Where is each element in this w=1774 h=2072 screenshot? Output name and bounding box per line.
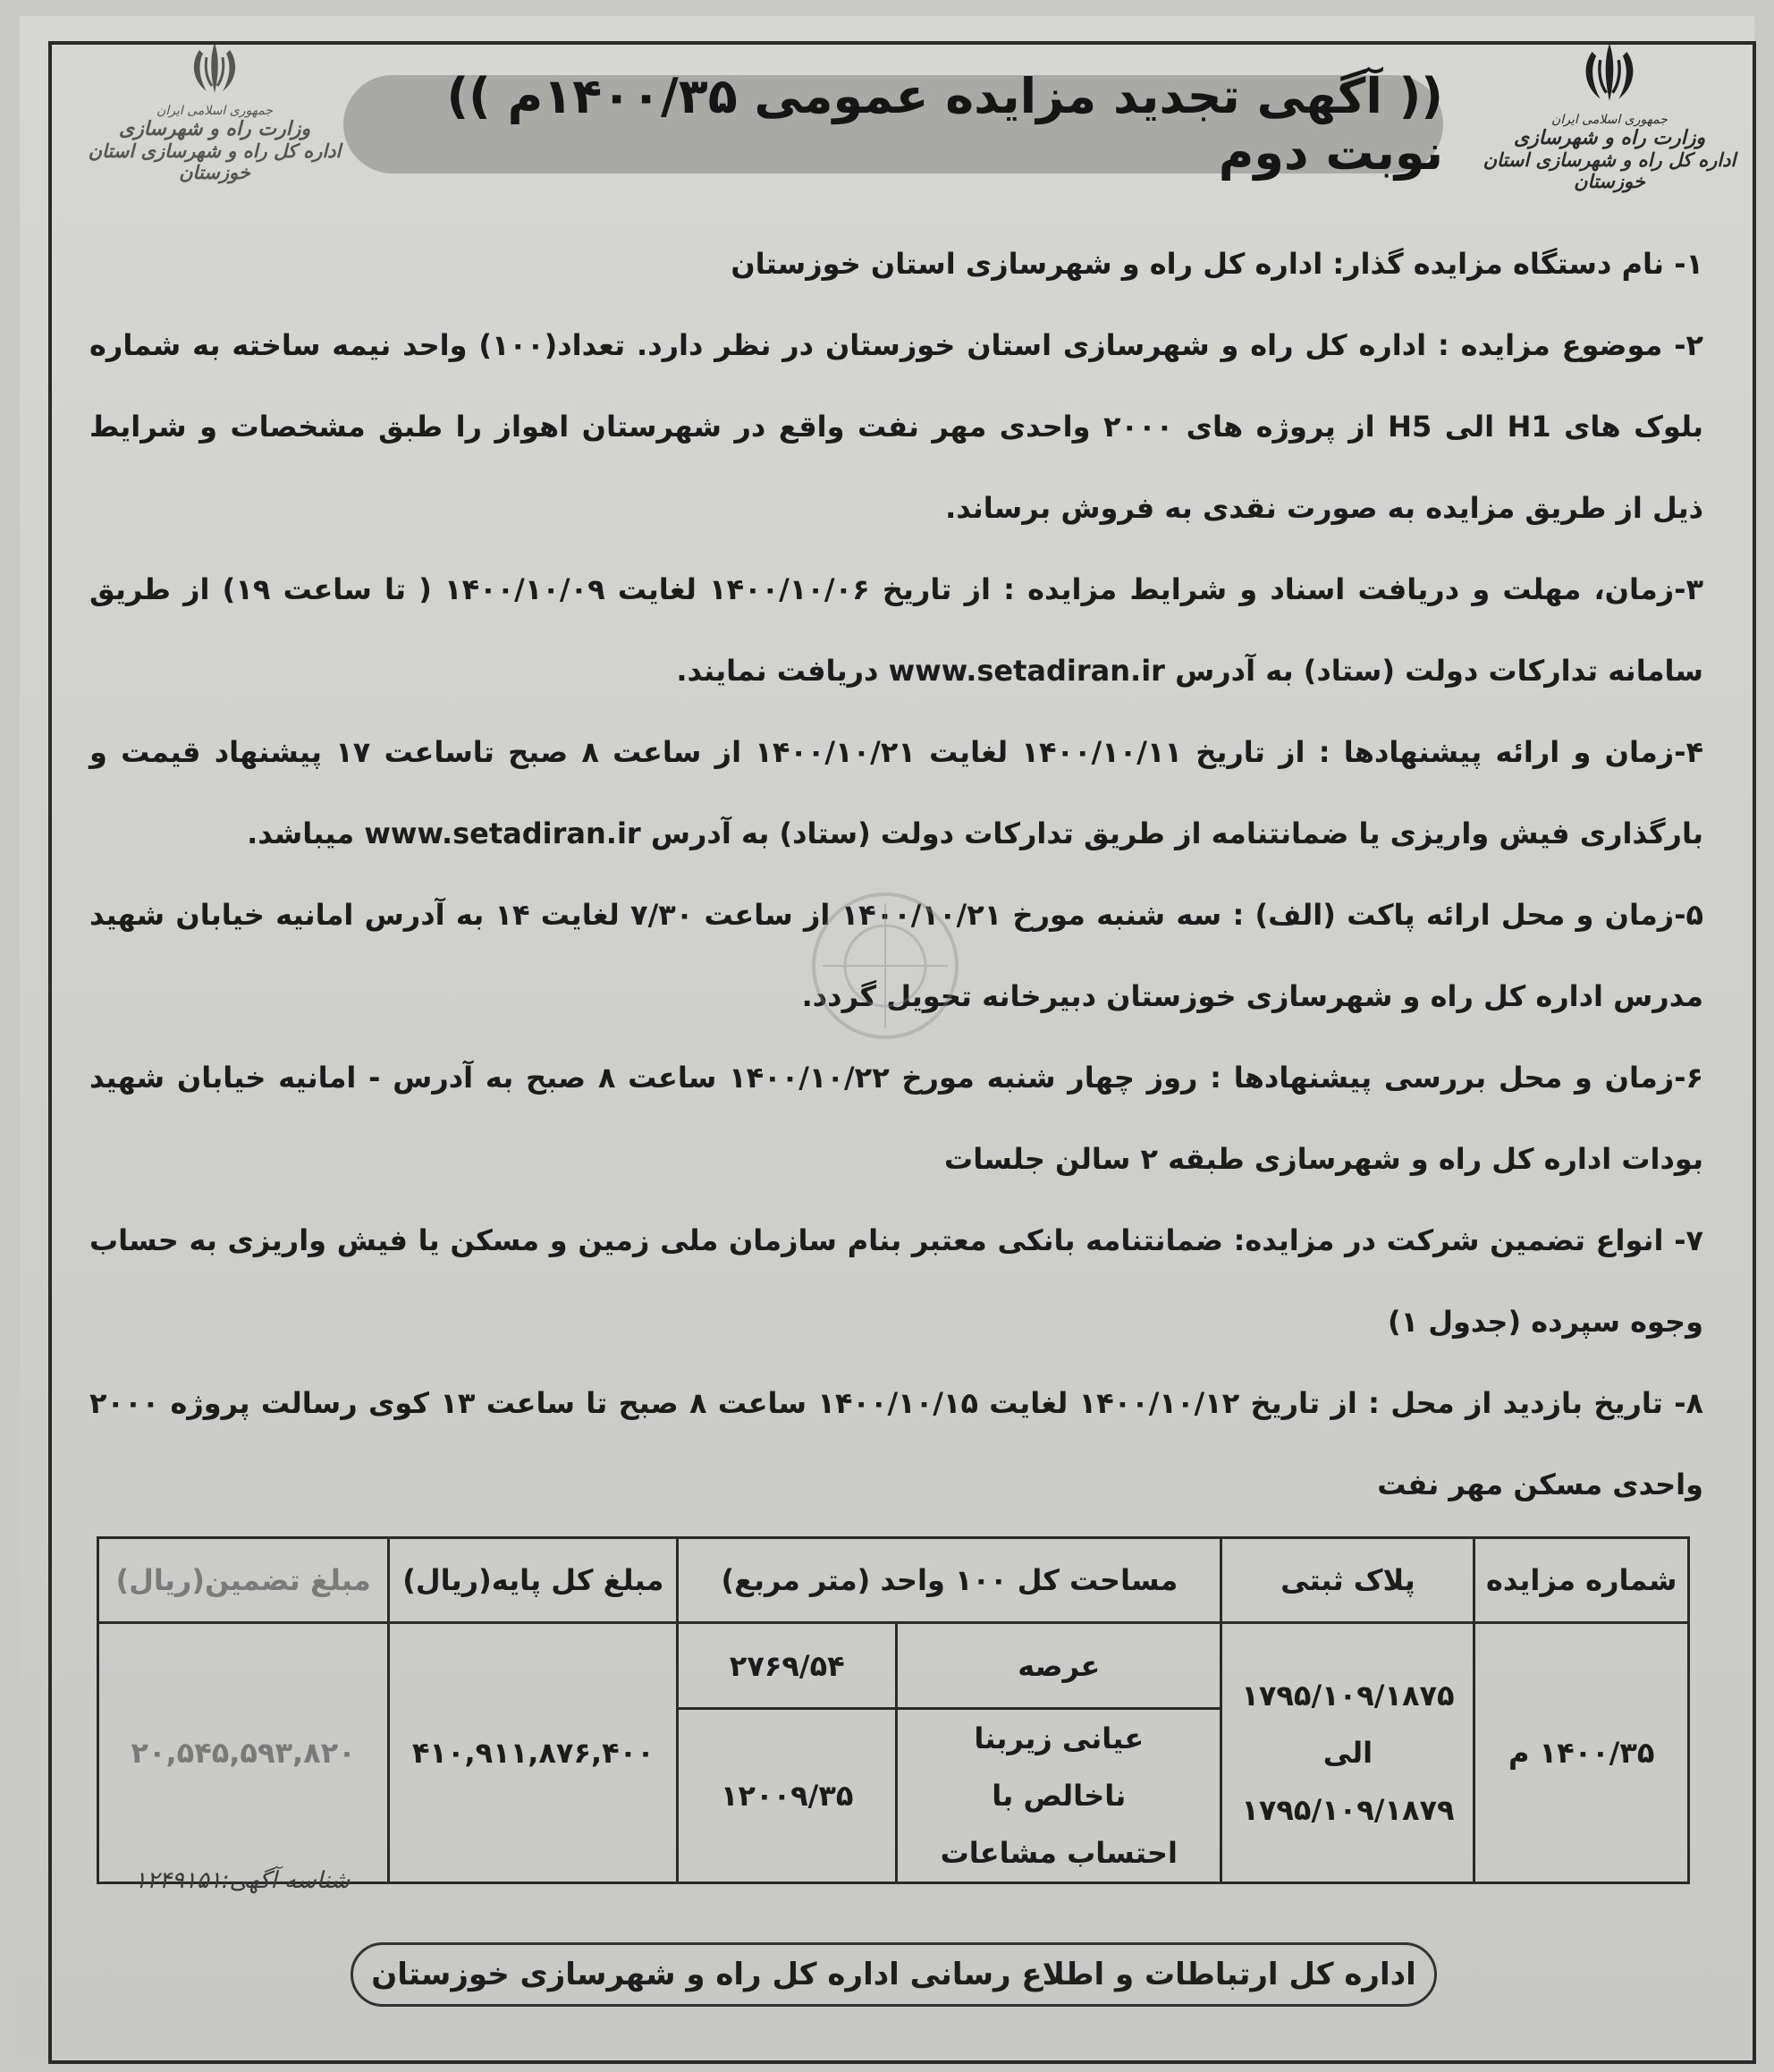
th-plate: پلاک ثبتی: [1221, 1538, 1474, 1623]
cell-ayani-value: ۱۲۰۰۹/۳۵: [678, 1709, 897, 1883]
cell-plate: [1221, 1623, 1474, 1883]
cell-base-price: ۴۱۰,۹۱۱,۸۷۶,۴۰۰: [389, 1623, 678, 1883]
logo-left-line3: اداره کل راه و شهرسازی استان خوزستان: [88, 140, 342, 183]
cell-arsa-value: ۲۷۶۹/۵۴: [678, 1623, 897, 1709]
logo-left-line1: جمهوری اسلامی ایران: [156, 104, 273, 118]
footer-banner: [351, 1942, 1437, 2007]
th-auction-no: شماره مزایده: [1474, 1538, 1689, 1623]
item-8: ۸- تاریخ بازدید از محل : از تاریخ ۱۴۰۰/۱۰/۱۲ لغایت ۱۴۰۰/۱۰/۱۵ ساعت ۸ صبح تا ساعت ۱۳ کوی رسالت پروژه ۲۰۰۰ واحدی مسکن مهر نفت: [89, 1386, 1704, 1501]
notice-body: [89, 224, 1703, 1526]
table-header-row: [98, 1538, 1689, 1623]
iran-emblem-icon: [1574, 38, 1645, 109]
cell-ayani-label: عیانی زیربنا ناخالص با احتساب مشاعات: [897, 1709, 1221, 1883]
logo-right-line3: اداره کل راه و شهرسازی استان خوزستان: [1483, 149, 1736, 192]
table-row: [98, 1623, 1689, 1709]
item-3: ۳-زمان، مهلت و دریافت اسناد و شرایط مزایده : از تاریخ ۱۴۰۰/۱۰/۰۶ لغایت ۱۴۰۰/۱۰/۰۹ ( تا ساعت ۱۹) از طریق سامانه تدارکات دولت (ستاد) به آدرس www.setadiran.ir دریافت نمایند.: [89, 572, 1704, 688]
cell-guarantee: ۲۰,۵۴۵,۵۹۳,۸۲۰: [98, 1623, 389, 1883]
item-2: ۲- موضوع مزایده : اداره کل راه و شهرسازی استان خوزستان در نظر دارد. تعداد(۱۰۰) واحد نیمه ساخته به شماره بلوک های H1 الی H5 از پروژه های ۲۰۰۰ واحدی مهر نفت واقع در شهرستان اهواز را طبق مشخصات و شرایط ذیل از طریق مزایده به صورت نقدی به فروش برساند.: [89, 328, 1704, 525]
logo-right-line2: وزارت راه و شهرسازی: [1513, 127, 1706, 149]
auction-table: [97, 1536, 1690, 1884]
iran-emblem-icon: [183, 38, 246, 100]
logo-left: [85, 38, 344, 183]
item-5: ۵-زمان و محل ارائه پاکت (الف) : سه شنبه مورخ ۱۴۰۰/۱۰/۲۱ از ساعت ۷/۳۰ لغایت ۱۴ به آدرس امانیه خیابان شهید مدرس اداره کل راه و شهرسازی خوزستان دبیرخانه تحویل گردد.: [89, 898, 1704, 1013]
item-1: ۱- نام دستگاه مزایده گذار: اداره کل راه و شهرسازی استان خوزستان: [731, 247, 1703, 281]
th-base-price: مبلغ کل پایه(ریال): [389, 1538, 678, 1623]
th-guarantee: مبلغ تضمین(ریال): [98, 1538, 389, 1623]
logo-left-line2: وزارت راه و شهرسازی: [118, 118, 311, 140]
th-area: مساحت کل ۱۰۰ واحد (متر مربع): [678, 1538, 1221, 1623]
ad-id: شناسه آگهی:۱۲۴۹۱۵۱: [134, 1867, 351, 1894]
cell-arsa-label: عرصه: [897, 1623, 1221, 1709]
notice-title: (( آگهی تجدید مزایده عمومی ۱۴۰۰/۳۵م )) نوبت دوم: [446, 68, 1443, 181]
logo-right-line1: جمهوری اسلامی ایران: [1551, 113, 1668, 127]
notice-title-banner: [343, 68, 1443, 181]
footer-office: اداره کل ارتباطات و اطلاع رسانی اداره کل راه و شهرسازی خوزستان: [371, 1957, 1416, 1992]
plate-to-label: الی: [1322, 1736, 1373, 1770]
logo-right: [1475, 38, 1744, 192]
item-4: ۴-زمان و ارائه پیشنهادها : از تاریخ ۱۴۰۰/۱۰/۱۱ لغایت ۱۴۰۰/۱۰/۲۱ از ساعت ۸ صبح تاساعت ۱۷ پیشنهاد قیمت و بارگذاری فیش واریزی یا ضمانتنامه از طریق تدارکات دولت (ستاد) به آدرس www.setadiran.ir میباشد.: [89, 735, 1704, 850]
plate-to: ۱۷۹۵/۱۰۹/۱۸۷۹: [1241, 1793, 1455, 1827]
item-6: ۶-زمان و محل بررسی پیشنهادها : روز چهار شنبه مورخ ۱۴۰۰/۱۰/۲۲ ساعت ۸ صبح به آدرس - امانیه خیابان شهید بودات اداره کل راه و شهرسازی طبقه ۲ سالن جلسات: [89, 1061, 1704, 1176]
cell-auction-no: ۱۴۰۰/۳۵ م: [1474, 1623, 1689, 1883]
plate-from: ۱۷۹۵/۱۰۹/۱۸۷۵: [1241, 1679, 1455, 1713]
watermark-icon: [715, 876, 1055, 1055]
item-7: ۷- انواع تضمین شرکت در مزایده: ضمانتنامه بانکی معتبر بنام سازمان ملی زمین و مسکن یا فیش واریزی به حساب وجوه سپرده (جدول ۱): [89, 1223, 1703, 1339]
